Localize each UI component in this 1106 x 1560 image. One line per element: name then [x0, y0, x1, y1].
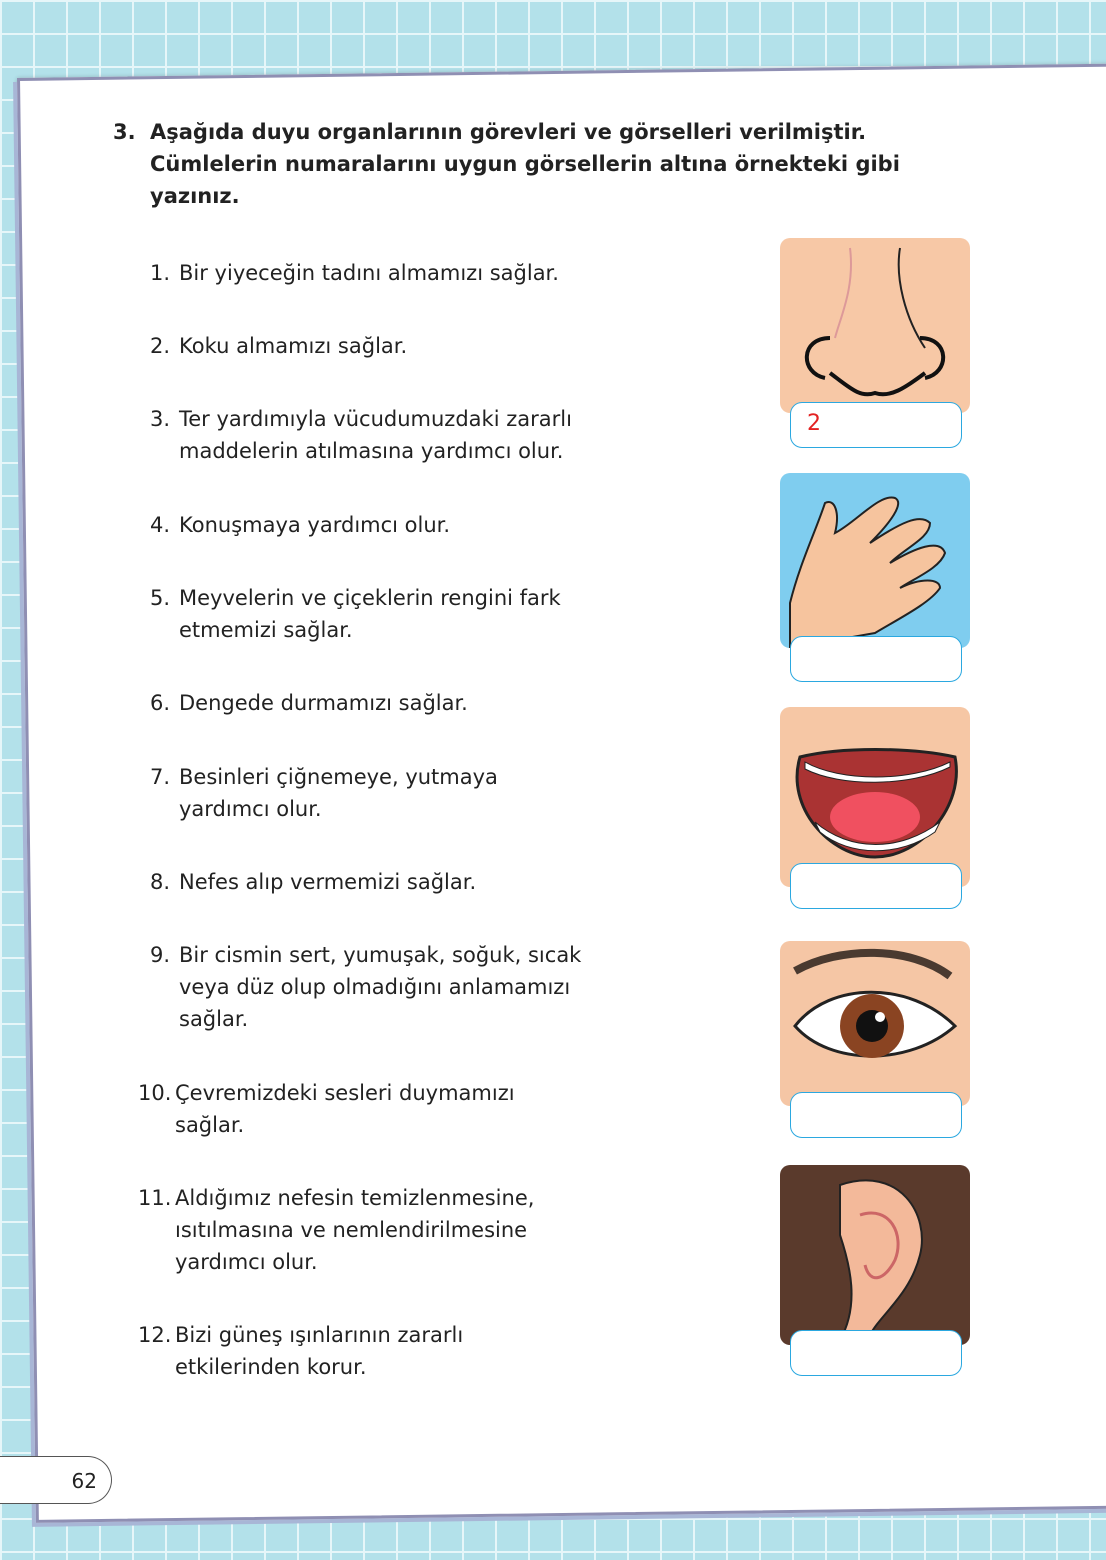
- item-text: Çevremizdeki sesleri duymamızı sağlar.: [175, 1081, 515, 1137]
- list-item: [138, 1319, 463, 1383]
- item-text: Bizi güneş ışınlarının zararlı etkilerinden korur.: [175, 1323, 464, 1379]
- item-number: 10.: [138, 1081, 172, 1105]
- item-number: 1.: [150, 261, 171, 285]
- item-number: 7.: [150, 765, 171, 789]
- item-text: Nefes alıp vermemizi sağlar.: [179, 870, 477, 894]
- mouth-image: [780, 707, 970, 887]
- item-text: Meyvelerin ve çiçeklerin rengini fark etmemizi sağlar.: [179, 586, 561, 642]
- item-number: 6.: [150, 691, 171, 715]
- list-item: [150, 257, 559, 289]
- item-number: 8.: [150, 870, 171, 894]
- list-item: [150, 509, 450, 541]
- answer-box-hand[interactable]: [790, 636, 962, 682]
- item-number: 3.: [150, 407, 171, 431]
- list-item: [150, 582, 561, 646]
- answer-box-mouth[interactable]: [790, 863, 962, 909]
- answer-box-eye[interactable]: [790, 1092, 962, 1138]
- list-item: [138, 1077, 515, 1141]
- item-number: 11.: [138, 1186, 172, 1210]
- list-item: [150, 866, 476, 898]
- item-text: Ter yardımıyla vücudumuzdaki zararlı maddelerin atılmasına yardımcı olur.: [179, 407, 572, 463]
- item-number: 4.: [150, 513, 171, 537]
- nose-image: [780, 238, 970, 413]
- item-text: Besinleri çiğnemeye, yutmaya yardımcı olur.: [179, 765, 498, 821]
- question-number: 3.: [113, 120, 136, 144]
- answer-box-nose[interactable]: 2: [790, 402, 962, 448]
- question: [113, 116, 990, 212]
- item-number: 2.: [150, 334, 171, 358]
- list-item: [150, 687, 468, 719]
- eye-image: [780, 941, 970, 1106]
- answer-box-ear[interactable]: [790, 1330, 962, 1376]
- list-item: [150, 761, 498, 825]
- ear-image: [780, 1165, 970, 1345]
- item-number: 9.: [150, 943, 171, 967]
- list-item: [150, 939, 581, 1035]
- list-item: [138, 1182, 534, 1278]
- item-number: 5.: [150, 586, 171, 610]
- question-text: Aşağıda duyu organlarının görevleri ve görselleri verilmiştir. Cümlelerin numaralarını uygun görsellerin altına örnekteki gibi yazınız.: [150, 120, 900, 208]
- item-text: Konuşmaya yardımcı olur.: [179, 513, 451, 537]
- item-text: Dengede durmamızı sağlar.: [179, 691, 468, 715]
- item-text: Aldığımız nefesin temizlenmesine, ısıtılmasına ve nemlendirilmesine yardımcı olur.: [175, 1186, 535, 1274]
- item-text: Bir cismin sert, yumuşak, soğuk, sıcak veya düz olup olmadığını anlamamızı sağlar.: [179, 943, 582, 1031]
- page-number: 62: [0, 1456, 112, 1504]
- list-item: [150, 330, 407, 362]
- item-number: 12.: [138, 1323, 172, 1347]
- item-text: Koku almamızı sağlar.: [179, 334, 408, 358]
- hand-image: [780, 473, 970, 648]
- item-text: Bir yiyeceğin tadını almamızı sağlar.: [179, 261, 559, 285]
- list-item: [150, 403, 572, 467]
